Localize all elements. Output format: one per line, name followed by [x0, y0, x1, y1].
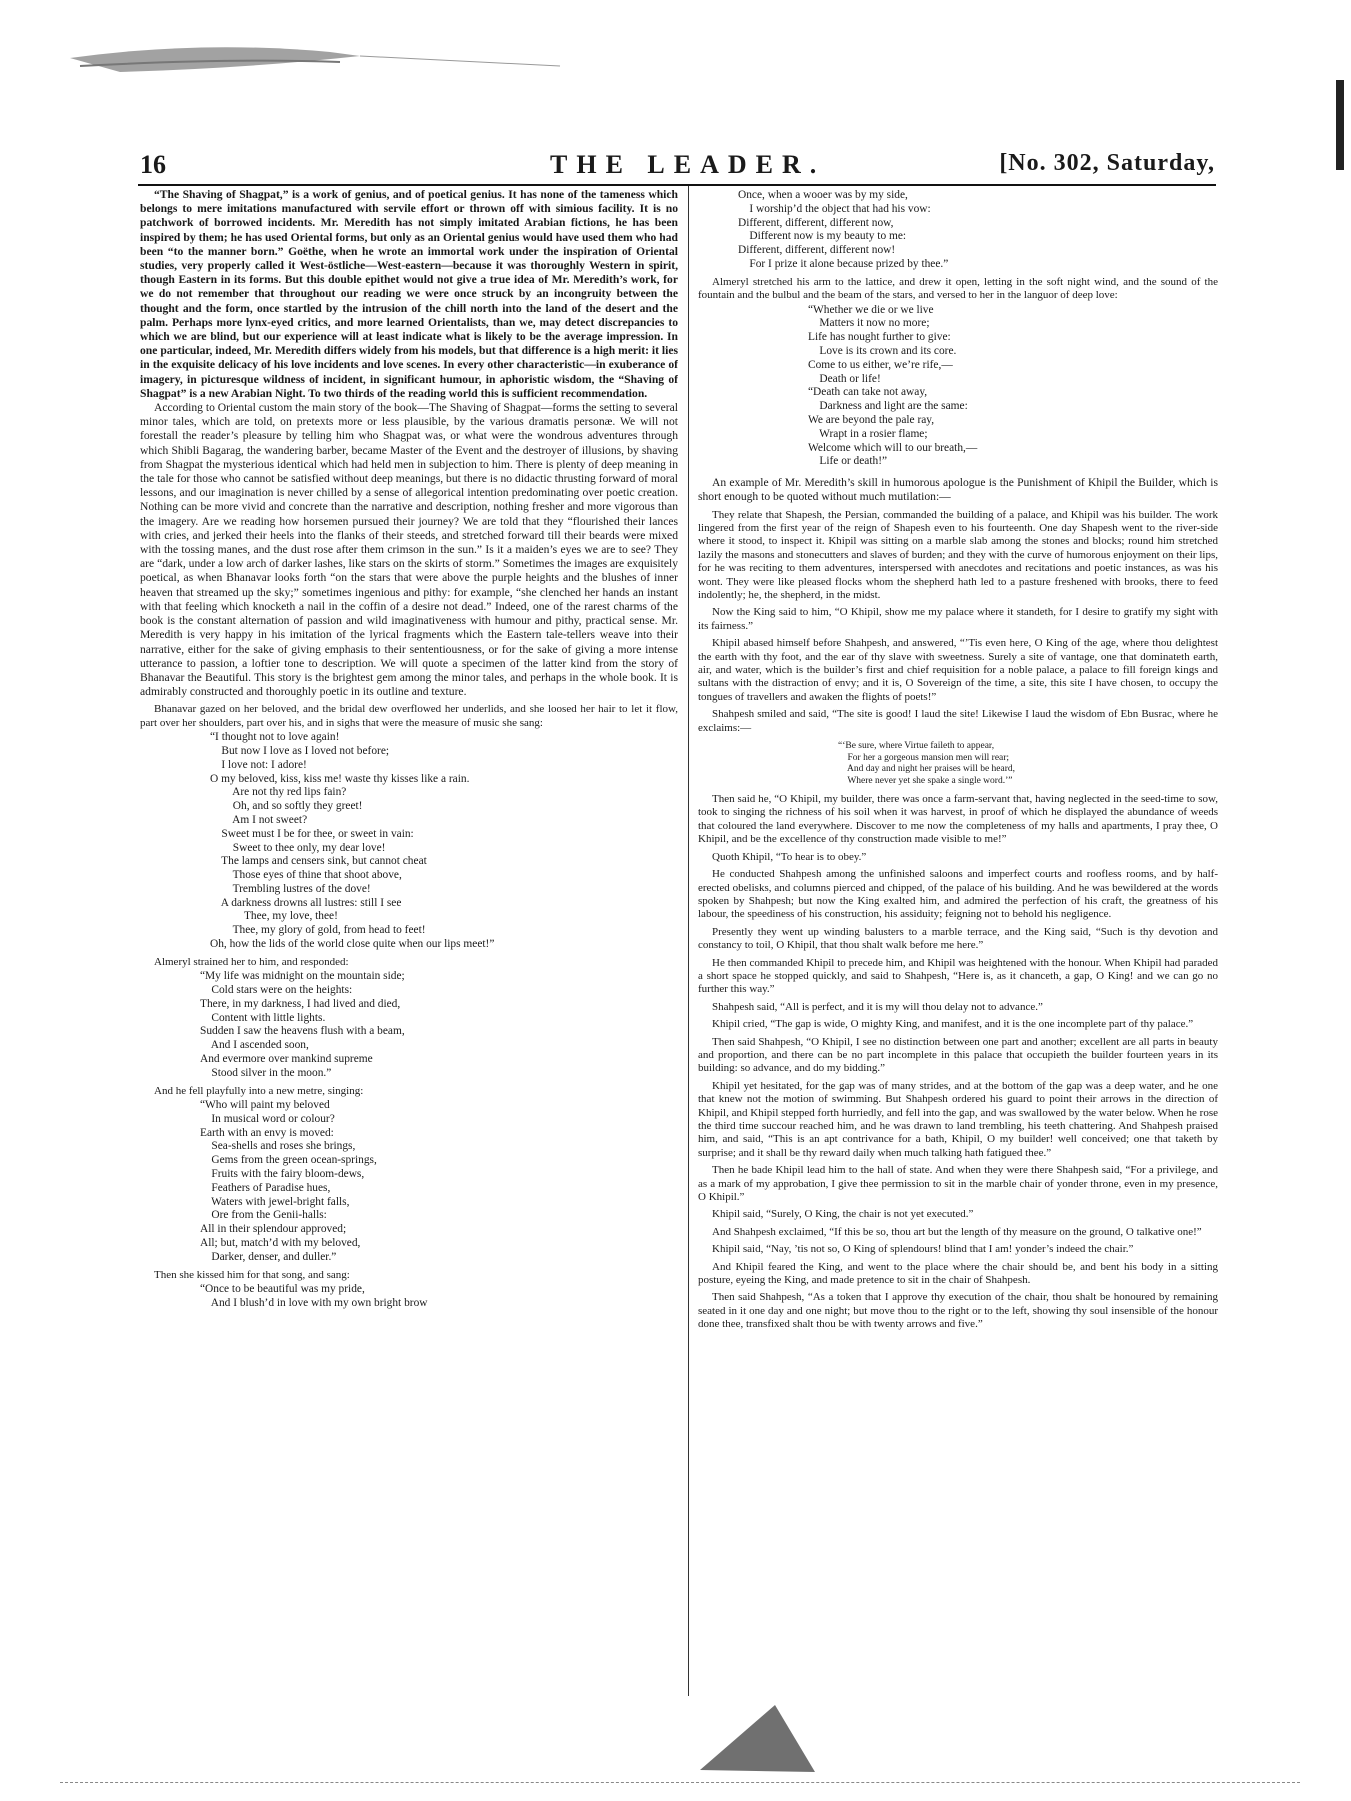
verse-line: I worship’d the object that had his vow: — [738, 202, 931, 215]
tale-paragraph: Shahpesh said, “All is perfect, and it is my will thou delay not to advance.” — [712, 1000, 1043, 1013]
page-bottom-edge — [60, 1782, 1300, 1783]
verse-line: Thee, my glory of gold, from head to feet! — [210, 924, 426, 937]
verse-line: Darkness and light are the same: — [808, 400, 968, 413]
verse-line: “Whether we die or we live — [808, 303, 934, 316]
verse-line: Am I not sweet? — [210, 813, 308, 826]
tale-paragraph: Then said Shahpesh, “O Khipil, I see no distinction between one part and another; excellent are all parts in beauty and proportion, and there can be no part incomplete in this palace that occupieth the builder fourteen years in its building: so advance, and do my bidding.” — [698, 1035, 1218, 1075]
verse-line: I love not: I adore! — [210, 758, 307, 771]
scan-artifact-top — [0, 0, 1351, 90]
review-paragraph: According to Oriental custom the main story of the book—The Shaving of Shagpat—forms the setting to several minor tales, which are told, on pretexts more or less plausible, by the various dramatis personæ. We will not forestall the reader’s pleasure by telling him who Shagpat was, or what were the wondrous adventures through which Shibli Bagarag, the wandering barber, became Master of the Event and the destroyer of illusions, by shaving from Shagpat the mysterious identical which had held men in subjection to him. There is plenty of deep meaning in the tale for those who cannot be satisfied without deep meanings, but there is no didactic thrusting forward of moral lessons, and our imagination is never chilled by a sense of allegorical intention predominating over poetic creation. Nothing can be more vivid and concrete than the narrative and description, nothing fresher and more vigorous than the imagery. Are we reading how horsemen pursued their journey? We are told that they “flourished their lances with cries, and jerked their heels into the flanks of their steeds, and stretched forward till their beards were mixed with the tossing manes, and the dust rose after them crimson in the sun.” Is it a maiden’s eyes we are to see? They are “dark, under a low arch of darker lashes, like stars on the skirts of storm.” Sometimes the images are exquisitely poetical, as when Bhanavar looks forth “on the stars that were above the purple heights and the blushes of inner heaven that streamed up the sky;” sometimes ingenious and pithy: for example, “she clenched her hands an instant with that feeling which knocketh a nail in the coffin of a desire not dead.” Indeed, one of the rarest charms of the book is the constant alternation of passion and wild imaginativeness with humour and pithy, practical sense. Mr. Meredith is very happy in his imitation of the lyrical fragments which the Eastern tale-tellers weave into their narrative, either for the sake of giving emphasis to their sententiousness, or for the sake of giving a more intense utterance to passion, a loftier tone to description. We will quote a specimen of the latter kind from the story of Bhanavar the Beautiful. This story is the brightest gem among the minor tales, and perhaps in the whole book. It is admirably constructed and thoroughly poetic in its outline and texture. — [140, 401, 678, 699]
verse-line: Wrapt in a rosier flame; — [808, 427, 928, 440]
narrative-paragraph: Almeryl stretched his arm to the lattice, and drew it open, letting in the soft night wind, and the sound of the fountain and the bulbul and the beam of the stars, and versed to her in the languor of deep love: — [698, 275, 1218, 302]
verse-line: Love is its crown and its core. — [808, 344, 957, 357]
column-divider — [688, 186, 689, 1696]
verse-line: Life has nought further to give: — [808, 331, 951, 344]
verse-line: For I prize it alone because prized by thee.” — [738, 257, 949, 270]
verse-line: Content with little lights. — [200, 1011, 326, 1024]
verse-line: Ore from the Genii-halls: — [200, 1209, 327, 1222]
verse-block — [140, 731, 678, 952]
verse-line: Earth with an envy is moved: — [200, 1126, 334, 1139]
tale-paragraph: Shahpesh smiled and said, “The site is good! I laud the site! Likewise I laud the wisdom of Ebn Busrac, where he exclaims:— — [698, 708, 1218, 734]
verse-line: The lamps and censers sink, but cannot cheat — [210, 855, 427, 868]
tale-paragraph: And Shahpesh exclaimed, “If this be so, thou art but the length of thy measure on the ground, O talkative one!” — [712, 1225, 1202, 1238]
tale-paragraph: Khipil abased himself before Shahpesh, and answered, “’Tis even here, O King of the age, where thou delightest the earth with thy foot, and the ear of thy slave with sweetness. Surely a site of vantage, one that dominateth earth, air, and water, which is the builder’s first and chief requisition for a noble palace, a palace to fill foreign kings and sultans with the distraction of envy; and it is, O Sovereign of the time, a site, this site I have chosen, to occupy the tongues of travellers and awaken the flights of poets!” — [698, 637, 1218, 703]
narrative-paragraph: Bhanavar gazed on her beloved, and the bridal dew overflowed her underlids, and she loosed her hair to let it flow, part over her shoulders, part over his, and in sighs that were the measure of music she sang: — [140, 703, 678, 729]
verse-line: “I thought not to love again! — [210, 731, 340, 744]
verse-line: Fruits with the fairy bloom-dews, — [200, 1168, 365, 1181]
verse-line: But now I love as I loved not before; — [210, 744, 390, 757]
tale-paragraph: Khipil cried, “The gap is wide, O mighty King, and manifest, and it is the one incomplete part of thy palace.” — [712, 1018, 1194, 1031]
tale-paragraph: Then said Shahpesh, “As a token that I approve thy execution of the chair, thou shalt be honoured by remaining seated in it one day and one night; but move thou to the right or to the left, showing thy soul insensible of the honour done thee, transfixed shalt thou be with twenty arrows and five.” — [698, 1291, 1218, 1331]
right-column — [698, 188, 1218, 1688]
verse-line: Cold stars were on the heights: — [200, 984, 353, 997]
verse-line: Sweet must I be for thee, or sweet in vain: — [210, 827, 414, 840]
tale-paragraph: And Khipil feared the King, and went to the place where the chair should be, and bent his body in a sitting posture, eyeing the King, and made pretence to sit in the chair of Shahpesh. — [698, 1260, 1218, 1287]
narrative-paragraph: Then she kissed him for that song, and sang: — [154, 1268, 350, 1281]
verse-line: Where never yet she spake a single word.’” — [838, 775, 1013, 786]
verse-line: O my beloved, kiss, kiss me! waste thy kisses like a rain. — [210, 772, 470, 785]
tale-paragraph: Quoth Khipil, “To hear is to obey.” — [712, 850, 867, 863]
verse-line: “Once to be beautiful was my pride, — [200, 1283, 365, 1296]
verse-line: Stood silver in the moon.” — [200, 1066, 332, 1079]
verse-line: Life or death!” — [808, 455, 888, 468]
issue-number: [No. 302, Saturday, — [999, 150, 1215, 176]
verse-line: Sweet to thee only, my dear love! — [210, 841, 386, 854]
verse-block — [698, 189, 1218, 272]
verse-line: Oh, how the lids of the world close quite when our lips meet!” — [210, 938, 495, 951]
tale-paragraph: He then commanded Khipil to precede him, and Khipil was heightened with the honour. When Khipil had paraded a short space he stopped quickly, and said to Shahpesh, “Here is, as it chanceth, a gap, O King! and we can go no further this way.” — [698, 956, 1218, 996]
tale-paragraph: Khipil yet hesitated, for the gap was of many strides, and at the bottom of the gap was a deep water, and he one that knew not the motion of swimming. But Shahpesh ordered his guard to point their arrows in the direction of Khipil, and Khipil stepped forth hurriedly, and fell into the gap, and was swallowed by the water below. When he rose the third time succour reached him, and he was drawn to land trembling, his teeth chattering. And Shahpesh praised him, and said, “This is an apt contrivance for a bath, Khipil, O my builder! well conceived; one that taketh by surprise; and it shall be thy reward daily when much talking hath fatigued thee.” — [698, 1079, 1218, 1159]
verse-line: Welcome which will to our breath,— — [808, 441, 978, 454]
verse-line: Come to us either, we’re rife,— — [808, 358, 953, 371]
page-edge-mark — [1336, 80, 1344, 170]
narrative-paragraph: Almeryl strained her to him, and responded: — [154, 955, 349, 968]
verse-line: Are not thy red lips fain? — [210, 786, 347, 799]
verse-line: Once, when a wooer was by my side, — [738, 189, 908, 201]
verse-line: Different, different, different now! — [738, 244, 896, 257]
header-rule — [138, 184, 1216, 186]
verse-block — [698, 304, 1218, 470]
verse-line: And I ascended soon, — [200, 1039, 309, 1052]
verse-line: There, in my darkness, I had lived and died, — [200, 997, 401, 1010]
tale-paragraph: Presently they went up winding balusters to a marble terrace, and the King said, “Such is thy devotion and constancy to toil, O Khipil, that thou shalt walk before me here.” — [698, 925, 1218, 952]
verse-line: Gems from the green ocean-springs, — [200, 1154, 377, 1167]
verse-line: All; but, match’d with my beloved, — [200, 1237, 361, 1250]
verse-line: “Who will paint my beloved — [200, 1099, 330, 1112]
left-column — [140, 188, 678, 1688]
verse-line: And I blush’d in love with my own bright brow — [200, 1296, 428, 1309]
verse-line: Sea-shells and roses she brings, — [200, 1140, 356, 1153]
verse-line: Different, different, different now, — [738, 216, 894, 229]
verse-line: “Death can take not away, — [808, 386, 928, 399]
tale-paragraph: Khipil said, “Surely, O King, the chair is not yet executed.” — [712, 1208, 974, 1221]
verse-block — [140, 970, 678, 1080]
verse-line: Death or life! — [808, 372, 881, 385]
tale-paragraph: Khipil said, “Nay, ’tis not so, O King of splendours! blind that I am! yonder’s indeed the chair.” — [712, 1243, 1134, 1256]
verse-line: Sudden I saw the heavens flush with a beam, — [200, 1025, 405, 1038]
verse-line: Thee, my love, thee! — [210, 910, 338, 923]
verse-line: Waters with jewel-bright falls, — [200, 1195, 350, 1208]
verse-line: Oh, and so softly they greet! — [210, 800, 363, 813]
verse-line: Trembling lustres of the dove! — [210, 882, 371, 895]
verse-block — [140, 1099, 678, 1265]
verse-line: In musical word or colour? — [200, 1112, 335, 1125]
verse-line: Matters it now no more; — [808, 317, 930, 330]
tale-paragraph: Then he bade Khipil lead him to the hall of state. And when they were there Shahpesh said, “For a privilege, and as a mark of my approbation, I give thee permission to sit in the marble chair of yonder throne, even in my presence, O Khipil.” — [698, 1164, 1218, 1204]
tale-paragraph: Now the King said to him, “O Khipil, show me my palace where it standeth, for I desire to gratify my sight with its fairness.” — [698, 606, 1218, 632]
scan-artifact-shadow — [690, 1700, 820, 1775]
verse-line: For her a gorgeous mansion men will rear; — [838, 752, 1010, 763]
tale-paragraph: Then said he, “O Khipil, my builder, there was once a farm-servant that, having neglected in the seed-time to sow, took to singing the richness of his soil when it was harvest, in proof of which he displayed the abundance of weeds that coloured the land everywhere. Discover to me now the completeness of my halls and apartments, I pray thee, O Khipil, and be the excellence of thy construction made visible to me!” — [698, 793, 1218, 846]
verse-line: A darkness drowns all lustres: still I see — [210, 896, 402, 909]
verse-block — [140, 1283, 678, 1311]
page-header — [140, 150, 1215, 180]
narrative-paragraph: And he fell playfully into a new metre, singing: — [154, 1084, 364, 1097]
verse-line: Darker, denser, and duller.” — [200, 1250, 337, 1263]
verse-line: Those eyes of thine that shoot above, — [210, 869, 402, 882]
review-paragraph: An example of Mr. Meredith’s skill in humorous apologue is the Punishment of Khipil the Builder, which is short enough to be quoted without much mutilation:— — [698, 476, 1218, 504]
verse-line: “‘Be sure, where Virtue faileth to appear, — [838, 741, 995, 752]
quoted-couplets — [698, 741, 1218, 787]
verse-line: Feathers of Paradise hues, — [200, 1181, 331, 1194]
tale-paragraph: They relate that Shapesh, the Persian, commanded the building of a palace, and Khipil was his builder. The work lingered from the first year of the reign of Shapesh even to his fourteenth. One day Shapesh went to the river-side where it stood, to inspect it. Khipil was sitting on a marble slab among the stones and blocks; round him stretched lazily the masons and stonecutters and slaves of burden; and they with the curve of humorous enjoyment on their lips, for he was reciting to them adventures, interspersed with anecdotes and recitations and poetic instances, as was his wont. They were like pleased flocks whom the shepherd hath led to a pasture freshened with brooks, there to feed indolently; he, the shepherd, in the midst. — [698, 508, 1218, 601]
verse-line: We are beyond the pale ray, — [808, 413, 935, 426]
verse-line: And day and night her praises will be heard, — [838, 764, 1016, 775]
masthead-title: THE LEADER. — [550, 150, 826, 179]
verse-line: And evermore over mankind supreme — [200, 1053, 373, 1066]
verse-line: Different now is my beauty to me: — [738, 230, 907, 243]
tale-paragraph: He conducted Shahpesh among the unfinished saloons and imperfect courts and roofless rooms, and by half-erected obelisks, and columns pierced and chipped, of the palace of his building. And he was bewildered at the words spoken by Shahpesh; but now the King exalted him, and admired the perfection of his craft, the greatness of his labour, the speediness of his construction, his assiduity; feigning not to behold his negligence. — [698, 868, 1218, 921]
review-intro-paragraph: “The Shaving of Shagpat,” is a work of genius, and of poetical genius. It has none of the tameness which belongs to mere imitations manufactured with servile effort or thrown off with simious facility. It is no patchwork of borrowed incidents. Mr. Meredith has not simply imitated Arabian fictions, he has been inspired by them; he has used Oriental forms, but only as an Oriental genius would have used them who had been “to the manner born.” Goëthe, when he wrote an immortal work under the inspiration of Oriental studies, very properly called it West-östliche—West-eastern—because it was thoroughly Western in spirit, though Eastern in its forms. But this double epithet would not give a true idea of Mr. Meredith’s work, for we do not remember that throughout our reading we were once struck by an incongruity between the thought and the form, once startled by the intrusion of the chill north into the land of the desert and the palm. Perhaps more lynx-eyed critics, and more learned Orientalists, than we, may detect discrepancies to which we are blind, but our experience will at least indicate what is likely to be the average impression. In one particular, indeed, Mr. Meredith differs widely from his models, but that difference is a high merit: it lies in the exquisite delicacy of his love incidents and love scenes. In every other characteristic—in exuberance of imagery, in picturesque wildness of incident, in significant humour, in aphoristic wisdom, the “Shaving of Shagpat” is a new Arabian Night. To two thirds of the reading world this is sufficient recommendation. — [140, 188, 678, 400]
verse-line: All in their splendour approved; — [200, 1223, 347, 1236]
verse-line: “My life was midnight on the mountain side; — [200, 970, 405, 983]
page-number: 16 — [140, 150, 166, 179]
